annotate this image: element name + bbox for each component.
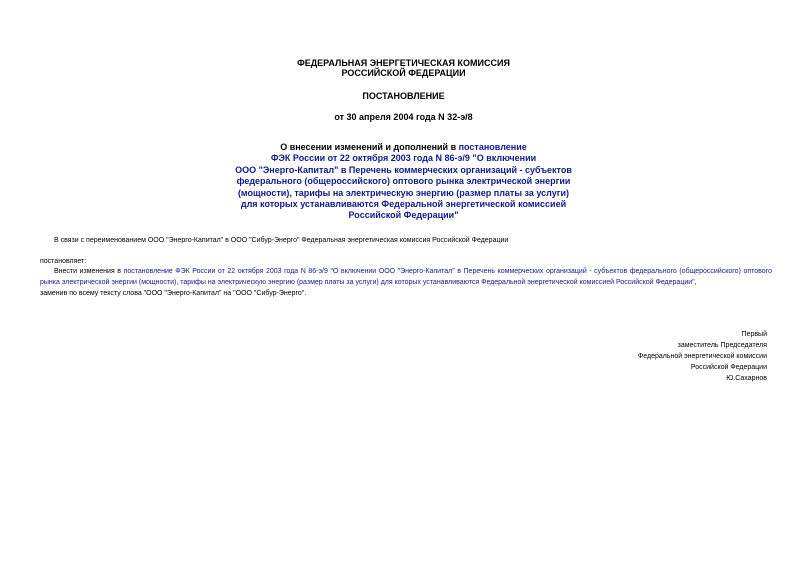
signature-line: Первый xyxy=(741,331,767,338)
subject-link-line-2[interactable]: ООО "Энерго-Капитал" в Перечень коммерческих организаций - субъектов xyxy=(235,164,572,175)
resolves-paragraph: постановляет: xyxy=(40,258,87,265)
subject-link-line-3[interactable]: федерального (общероссийского) оптового рынка электрической энергии xyxy=(236,176,571,187)
signature-line: заместитель Председателя xyxy=(677,342,767,349)
signatory-name: Ю.Сахарнов xyxy=(726,375,767,382)
signature-line: Российской Федерации xyxy=(690,364,767,371)
operative-lead: Внести изменения в xyxy=(54,268,124,275)
org-line-2: РОССИЙСКОЙ ФЕДЕРАЦИИ xyxy=(341,68,466,78)
document-subject xyxy=(0,142,807,222)
document-type: ПОСТАНОВЛЕНИЕ xyxy=(362,91,445,101)
subject-link-line-0[interactable]: постановление xyxy=(458,142,527,152)
operative-comma: , xyxy=(694,279,697,286)
preamble-paragraph: В связи с переименованием ООО "Энерго-Капитал" в ООО "Сибур-Энерго" Федеральная энергетическая комиссия Российской Федерации xyxy=(54,237,509,244)
subject-link-line-1[interactable]: ФЭК России от 22 октября 2003 года N 86-э/9 "О включении xyxy=(270,153,537,164)
signature-line: Федеральной энергетической комиссии xyxy=(637,353,767,360)
org-line-1: ФЕДЕРАЛЬНАЯ ЭНЕРГЕТИЧЕСКАЯ КОМИССИЯ xyxy=(297,58,510,68)
operative-paragraph xyxy=(40,266,772,299)
subject-link-line-5[interactable]: для которых устанавливаются Федеральной энергетической комиссией xyxy=(240,199,567,210)
issuing-organization xyxy=(0,58,807,78)
signature-block xyxy=(638,329,767,384)
operative-tail: заменив по всему тексту слова "ООО "Энерго-Капитал" на "ООО "Сибур-Энерго". xyxy=(40,290,307,297)
subject-lead: О внесении изменений и дополнений в xyxy=(280,142,459,152)
operative-link[interactable]: постановление ФЭК России от 22 октября 2003 года N 86-э/9 "О включении ООО "Энерго-Капитал" в Перечень коммерческих организаций - субъектов федерального (общероссийского) оптового рынка электрической энергии (мощности), тарифы на электрическую энергию (размер платы за услуги) для которых устанавливаются Федеральной энергетической комиссией Российской Федерации" xyxy=(40,268,772,286)
subject-link-line-4[interactable]: (мощности), тарифы на электрическую энергию (размер платы за услуги) xyxy=(237,187,570,198)
subject-link-line-6[interactable]: Российской Федерации" xyxy=(348,210,459,221)
document-date: от 30 апреля 2004 года N 32-э/8 xyxy=(334,112,473,122)
